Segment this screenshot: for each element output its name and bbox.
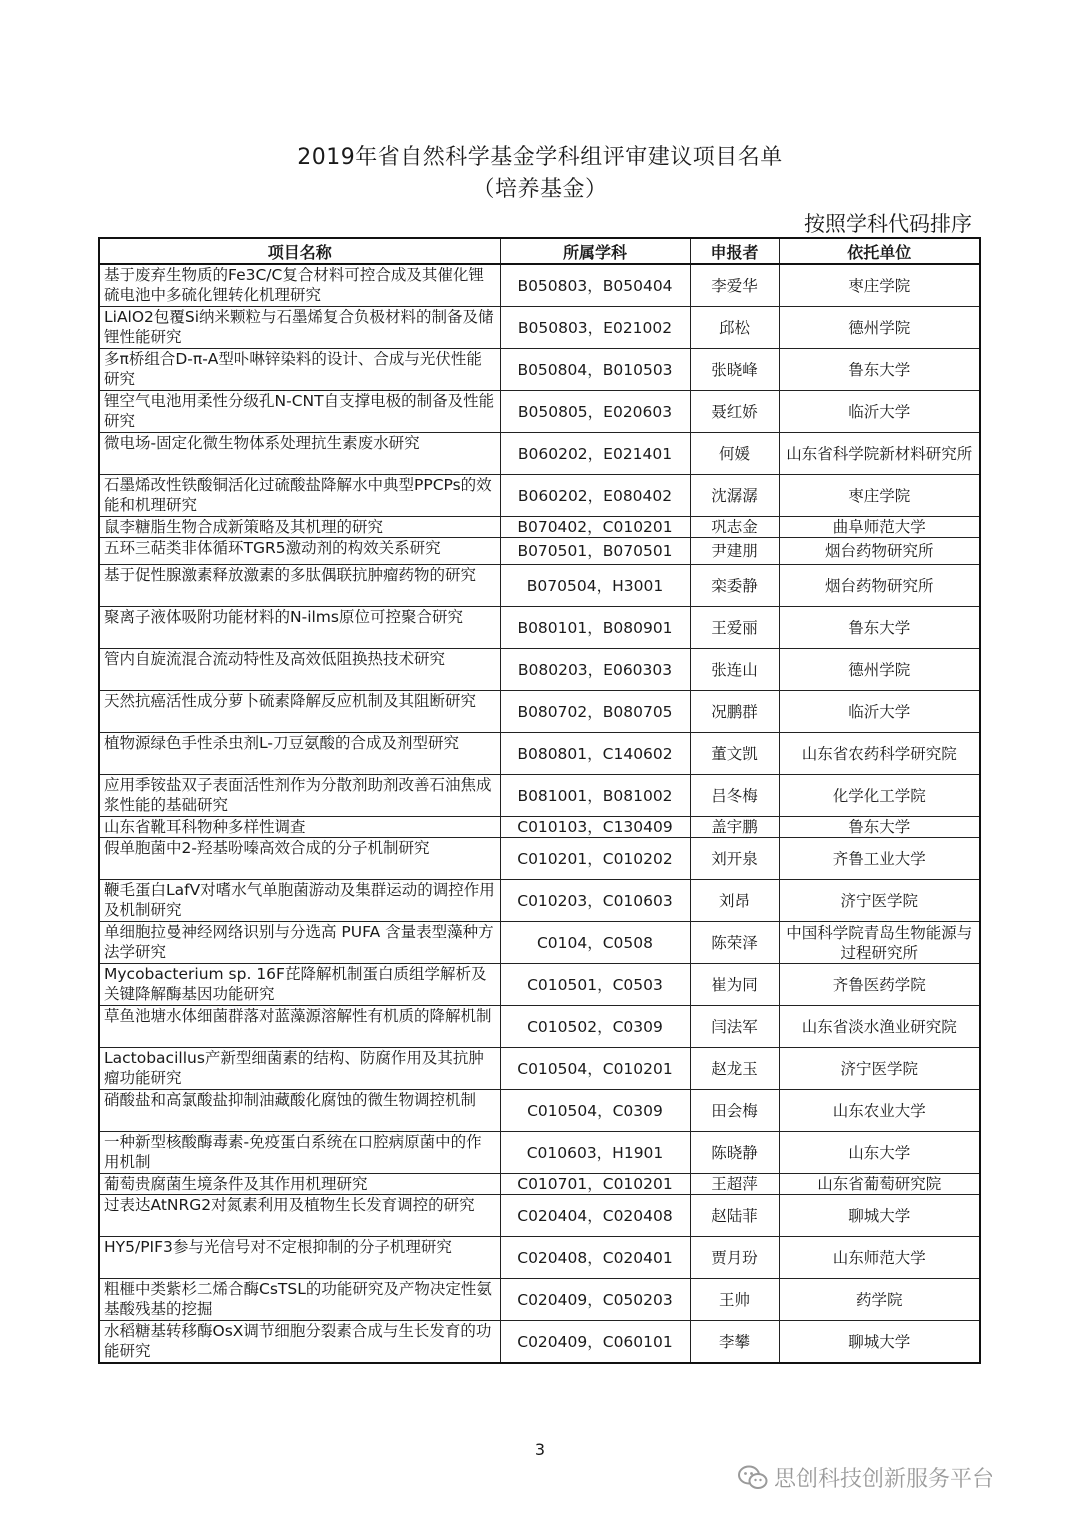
applicant-cell: 尹建朋 [690,538,779,565]
project-name-cell: Lactobacillus产新型细菌素的结构、防腐作用及其抗肿瘤功能研究 [99,1048,500,1090]
page-number: 3 [534,1440,546,1459]
subject-cell: B060202，E080402 [500,475,690,517]
table-row [99,1132,980,1174]
table-row [99,1048,980,1090]
unit-cell: 聊城大学 [779,1321,980,1364]
unit-cell: 山东省淡水渔业研究院 [779,1006,980,1048]
table-row [99,307,980,349]
project-name-cell: 应用季铵盐双子表面活性剂作为分散剂助剂改善石油焦成浆性能的基础研究 [99,775,500,817]
subject-cell: B080101，B080901 [500,607,690,649]
applicant-cell: 张连山 [690,649,779,691]
unit-cell: 山东师范大学 [779,1237,980,1279]
sort-note: 按照学科代码排序 [804,212,972,236]
project-name-cell: 水稻糖基转移酶OsX调节细胞分裂素合成与生长发育的功能研究 [99,1321,500,1364]
unit-cell: 山东农业大学 [779,1090,980,1132]
unit-cell: 临沂大学 [779,691,980,733]
applicant-cell: 何媛 [690,433,779,475]
subject-cell: C010203，C010603 [500,880,690,922]
watermark [738,1462,994,1493]
table-row [99,922,980,964]
table-row [99,517,980,538]
project-name-cell: 多π桥组合D-π-A型卟啉锌染料的设计、合成与光伏性能研究 [99,349,500,391]
subject-cell: B050803，E021002 [500,307,690,349]
table-row [99,538,980,565]
table-body [99,264,980,1363]
table-row [99,838,980,880]
header-applicant: 申报者 [690,238,779,264]
subject-cell: C020409，C050203 [500,1279,690,1321]
unit-cell: 鲁东大学 [779,817,980,838]
table-row [99,1279,980,1321]
project-name-cell: 基于促性腺激素释放激素的多肽偶联抗肿瘤药物的研究 [99,565,500,607]
applicant-cell: 董文凯 [690,733,779,775]
applicant-cell: 李攀 [690,1321,779,1364]
unit-cell: 德州学院 [779,649,980,691]
applicant-cell: 贾月玢 [690,1237,779,1279]
table-row [99,1237,980,1279]
applicant-cell: 赵陆菲 [690,1195,779,1237]
header-project-name: 项目名称 [99,238,500,264]
subject-cell: C010201，C010202 [500,838,690,880]
subject-cell: C020408，C020401 [500,1237,690,1279]
unit-cell: 曲阜师范大学 [779,517,980,538]
project-name-cell: 过表达AtNRG2对氮素利用及植物生长发育调控的研究 [99,1195,500,1237]
project-name-cell: 基于废弃生物质的Fe3C/C复合材料可控合成及其催化锂硫电池中多硫化锂转化机理研究 [99,264,500,307]
table-row [99,733,980,775]
project-name-cell: 草鱼池塘水体细菌群落对蓝藻源溶解性有机质的降解机制 [99,1006,500,1048]
unit-cell: 齐鲁工业大学 [779,838,980,880]
project-name-cell: 石墨烯改性铁酸铜活化过硫酸盐降解水中典型PPCPs的效能和机理研究 [99,475,500,517]
unit-cell: 山东省农药科学研究院 [779,733,980,775]
applicant-cell: 吕冬梅 [690,775,779,817]
project-name-cell: 单细胞拉曼神经网络识别与分选高 PUFA 含量表型藻种方法学研究 [99,922,500,964]
unit-cell: 枣庄学院 [779,264,980,307]
applicant-cell: 王超萍 [690,1174,779,1195]
table-row [99,1090,980,1132]
project-name-cell: 锂空气电池用柔性分级孔N-CNT自支撑电极的制备及性能研究 [99,391,500,433]
unit-cell: 临沂大学 [779,391,980,433]
applicant-cell: 邱松 [690,307,779,349]
project-name-cell: 山东省靴耳科物种多样性调查 [99,817,500,838]
table-row [99,565,980,607]
applicant-cell: 王爱丽 [690,607,779,649]
project-name-cell: 葡萄贵腐菌生境条件及其作用机理研究 [99,1174,500,1195]
unit-cell: 中国科学院青岛生物能源与过程研究所 [779,922,980,964]
subject-cell: B080801，C140602 [500,733,690,775]
subject-cell: B050805，E020603 [500,391,690,433]
unit-cell: 鲁东大学 [779,349,980,391]
subject-cell: B050804，B010503 [500,349,690,391]
subject-cell: C010501，C0503 [500,964,690,1006]
project-name-cell: 微电场-固定化微生物体系处理抗生素废水研究 [99,433,500,475]
unit-cell: 齐鲁医药学院 [779,964,980,1006]
header-subject: 所属学科 [500,238,690,264]
table-row [99,880,980,922]
subject-cell: C0104，C0508 [500,922,690,964]
project-name-cell: 鼠李糖脂生物合成新策略及其机理的研究 [99,517,500,538]
table-header-row [99,238,980,264]
table-row [99,649,980,691]
table-row [99,964,980,1006]
table-row [99,1195,980,1237]
subject-cell: C010701，C010201 [500,1174,690,1195]
unit-cell: 聊城大学 [779,1195,980,1237]
table-row [99,1321,980,1364]
table-row [99,475,980,517]
subject-cell: B060202，E021401 [500,433,690,475]
unit-cell: 山东省科学院新材料研究所 [779,433,980,475]
table-row [99,264,980,307]
project-name-cell: 一种新型核酸酶毒素-免疫蛋白系统在口腔病原菌中的作用机制 [99,1132,500,1174]
table-row [99,775,980,817]
unit-cell: 药学院 [779,1279,980,1321]
applicant-cell: 盖宇鹏 [690,817,779,838]
table-row [99,1174,980,1195]
applicant-cell: 沈潺潺 [690,475,779,517]
project-name-cell: Mycobacterium sp. 16F芘降解机制蛋白质组学解析及关键降解酶基因功能研究 [99,964,500,1006]
unit-cell: 济宁医学院 [779,880,980,922]
wechat-icon [738,1465,768,1491]
applicant-cell: 闫法军 [690,1006,779,1048]
subject-cell: C010603，H1901 [500,1132,690,1174]
applicant-cell: 李爱华 [690,264,779,307]
subject-cell: C010504，C0309 [500,1090,690,1132]
project-table [98,237,981,1364]
applicant-cell: 崔为同 [690,964,779,1006]
applicant-cell: 刘开泉 [690,838,779,880]
subject-cell: C010502，C0309 [500,1006,690,1048]
applicant-cell: 陈荣泽 [690,922,779,964]
applicant-cell: 巩志金 [690,517,779,538]
project-name-cell: 管内自旋流混合流动特性及高效低阻换热技术研究 [99,649,500,691]
subject-cell: C010504，C010201 [500,1048,690,1090]
unit-cell: 烟台药物研究所 [779,565,980,607]
applicant-cell: 况鹏群 [690,691,779,733]
table-row [99,1006,980,1048]
unit-cell: 鲁东大学 [779,607,980,649]
applicant-cell: 聂红娇 [690,391,779,433]
subject-cell: B070402，C010201 [500,517,690,538]
project-name-cell: 天然抗癌活性成分萝卜硫素降解反应机制及其阻断研究 [99,691,500,733]
project-name-cell: LiAlO2包覆Si纳米颗粒与石墨烯复合负极材料的制备及储锂性能研究 [99,307,500,349]
project-name-cell: 聚离子液体吸附功能材料的N-ilms原位可控聚合研究 [99,607,500,649]
unit-cell: 山东省葡萄研究院 [779,1174,980,1195]
table-row [99,607,980,649]
project-name-cell: 五环三萜类非体循环TGR5激动剂的构效关系研究 [99,538,500,565]
project-name-cell: 植物源绿色手性杀虫剂L-刀豆氨酸的合成及剂型研究 [99,733,500,775]
subject-cell: C020409，C060101 [500,1321,690,1364]
project-name-cell: 粗榧中类紫杉二烯合酶CsTSL的功能研究及产物决定性氨基酸残基的挖掘 [99,1279,500,1321]
project-name-cell: 硝酸盐和高氯酸盐抑制油藏酸化腐蚀的微生物调控机制 [99,1090,500,1132]
unit-cell: 烟台药物研究所 [779,538,980,565]
project-name-cell: HY5/PIF3参与光信号对不定根抑制的分子机理研究 [99,1237,500,1279]
document-title: 2019年省自然科学基金学科组评审建议项目名单 [297,145,783,170]
unit-cell: 化学化工学院 [779,775,980,817]
watermark-text: 思创科技创新服务平台 [774,1467,995,1492]
unit-cell: 枣庄学院 [779,475,980,517]
subject-cell: B070501，B070501 [500,538,690,565]
table-row [99,349,980,391]
applicant-cell: 刘昂 [690,880,779,922]
subject-cell: B081001，B081002 [500,775,690,817]
subject-cell: C010103，C130409 [500,817,690,838]
document-subtitle: （培养基金） [472,177,608,202]
applicant-cell: 栾委静 [690,565,779,607]
unit-cell: 德州学院 [779,307,980,349]
project-name-cell: 鞭毛蛋白LafV对嗜水气单胞菌游动及集群运动的调控作用及机制研究 [99,880,500,922]
table-row [99,433,980,475]
applicant-cell: 张晓峰 [690,349,779,391]
applicant-cell: 王帅 [690,1279,779,1321]
subject-cell: C020404，C020408 [500,1195,690,1237]
table-row [99,817,980,838]
applicant-cell: 赵龙玉 [690,1048,779,1090]
applicant-cell: 田会梅 [690,1090,779,1132]
unit-cell: 济宁医学院 [779,1048,980,1090]
subject-cell: B080702，B080705 [500,691,690,733]
project-name-cell: 假单胞菌中2-羟基吩嗪高效合成的分子机制研究 [99,838,500,880]
table-row [99,391,980,433]
subject-cell: B080203，E060303 [500,649,690,691]
table-row [99,691,980,733]
subject-cell: B070504，H3001 [500,565,690,607]
subject-cell: B050803，B050404 [500,264,690,307]
applicant-cell: 陈晓静 [690,1132,779,1174]
unit-cell: 山东大学 [779,1132,980,1174]
header-unit: 依托单位 [779,238,980,264]
